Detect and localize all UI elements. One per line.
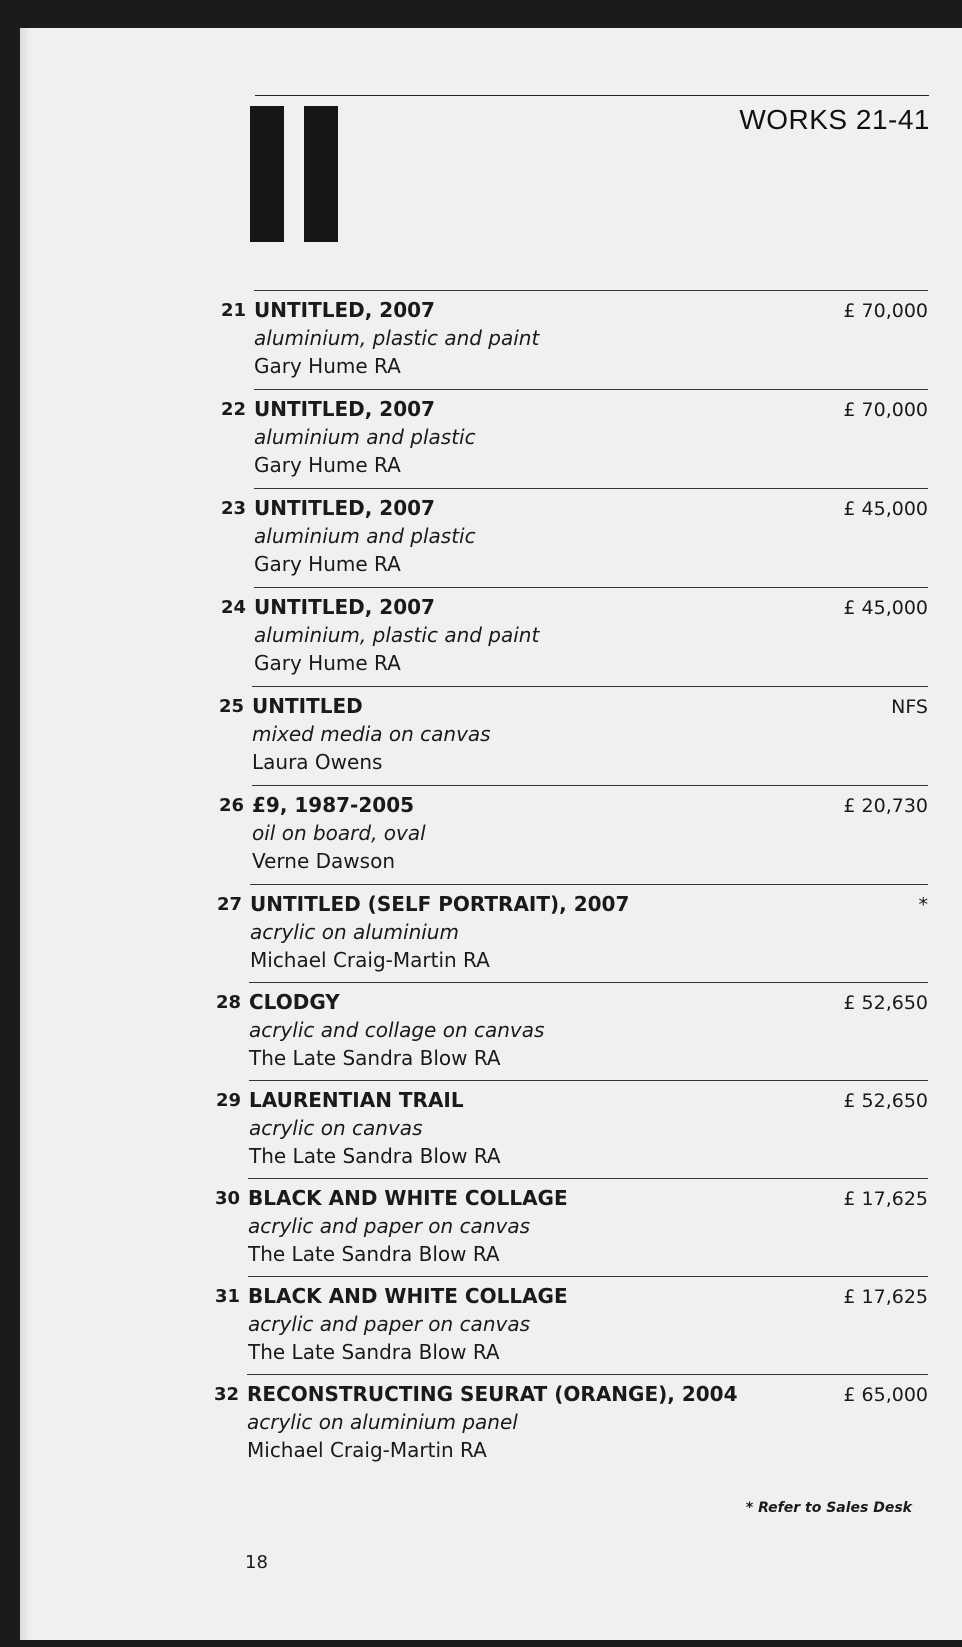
footnote: * Refer to Sales Desk [745,1500,912,1516]
work-artist: Gary Hume RA [254,453,401,477]
work-number: 24 [220,597,246,618]
entry-rule [254,389,928,390]
work-title: UNTITLED, 2007 [254,298,435,322]
work-title: UNTITLED, 2007 [254,595,435,619]
work-price: * [918,894,928,916]
page-edge-shadow [20,28,30,1640]
work-entry [205,1080,928,1178]
work-number: 27 [216,894,242,915]
work-artist: Gary Hume RA [254,354,401,378]
entry-rule [249,1080,928,1081]
section-title: WORKS 21-41 [739,104,930,135]
work-medium: acrylic on canvas [249,1116,423,1140]
work-title: UNTITLED (SELF PORTRAIT), 2007 [250,892,630,916]
work-price: £ 70,000 [843,300,928,322]
entry-rule [252,686,928,687]
work-number: 29 [215,1090,241,1111]
work-entry [205,982,928,1080]
work-artist: Gary Hume RA [254,651,401,675]
work-entry [210,587,928,685]
work-price: £ 70,000 [843,399,928,421]
entry-rule [254,290,928,291]
page-number: 18 [245,1552,268,1573]
work-medium: acrylic on aluminium panel [247,1410,518,1434]
entry-rule [254,488,928,489]
work-title: BLACK AND WHITE COLLAGE [248,1186,568,1210]
work-price: NFS [891,696,928,718]
work-price: £ 45,000 [843,597,928,619]
work-title: CLODGY [249,990,340,1014]
work-medium: acrylic and paper on canvas [248,1214,531,1238]
work-number: 22 [220,399,246,420]
work-entry [210,488,928,586]
work-number: 30 [214,1188,240,1209]
work-title: LAURENTIAN TRAIL [249,1088,464,1112]
work-artist: Michael Craig-Martin RA [250,948,490,972]
work-number: 26 [218,795,244,816]
entry-rule [254,587,928,588]
gallery-numeral-mark [250,106,340,242]
work-entry [208,686,928,784]
work-entry [210,389,928,487]
work-medium: acrylic and collage on canvas [249,1018,545,1042]
work-entry [210,290,928,388]
work-title: UNTITLED, 2007 [254,397,435,421]
work-entry [208,785,928,883]
work-medium: aluminium, plastic and paint [254,623,540,647]
work-entry [204,1276,928,1374]
work-medium: aluminium and plastic [254,425,476,449]
work-price: £ 52,650 [843,1090,928,1112]
work-number: 31 [214,1286,240,1307]
entry-rule [252,785,928,786]
work-medium: acrylic and paper on canvas [248,1312,531,1336]
work-title: £9, 1987-2005 [252,793,415,817]
entry-rule [249,982,928,983]
work-title: UNTITLED, 2007 [254,496,435,520]
work-price: £ 45,000 [843,498,928,520]
work-number: 32 [213,1384,239,1405]
work-title: UNTITLED [252,694,363,718]
work-artist: The Late Sandra Blow RA [249,1144,501,1168]
work-artist: Gary Hume RA [254,552,401,576]
work-number: 21 [220,300,246,321]
work-entry [203,1374,928,1472]
work-number: 28 [215,992,241,1013]
work-price: £ 65,000 [843,1384,928,1406]
work-price: £ 20,730 [843,795,928,817]
work-artist: The Late Sandra Blow RA [249,1046,501,1070]
work-medium: aluminium and plastic [254,524,476,548]
work-entry [204,1178,928,1276]
work-artist: The Late Sandra Blow RA [248,1340,500,1364]
entry-rule [247,1374,928,1375]
work-title: RECONSTRUCTING SEURAT (ORANGE), 2004 [247,1382,738,1406]
work-medium: acrylic on aluminium [250,920,459,944]
work-number: 25 [218,696,244,717]
work-medium: oil on board, oval [252,821,426,845]
header-rule [255,95,929,96]
work-entry [206,884,928,982]
entry-rule [248,1276,928,1277]
entry-rule [248,1178,928,1179]
work-price: £ 17,625 [843,1286,928,1308]
work-medium: aluminium, plastic and paint [254,326,540,350]
work-artist: The Late Sandra Blow RA [248,1242,500,1266]
work-medium: mixed media on canvas [252,722,491,746]
work-artist: Michael Craig-Martin RA [247,1438,487,1462]
numeral-bar [250,106,284,242]
entry-rule [250,884,928,885]
work-title: BLACK AND WHITE COLLAGE [248,1284,568,1308]
work-price: £ 52,650 [843,992,928,1014]
work-number: 23 [220,498,246,519]
numeral-bar [304,106,338,242]
work-artist: Verne Dawson [252,849,395,873]
work-price: £ 17,625 [843,1188,928,1210]
work-artist: Laura Owens [252,750,383,774]
